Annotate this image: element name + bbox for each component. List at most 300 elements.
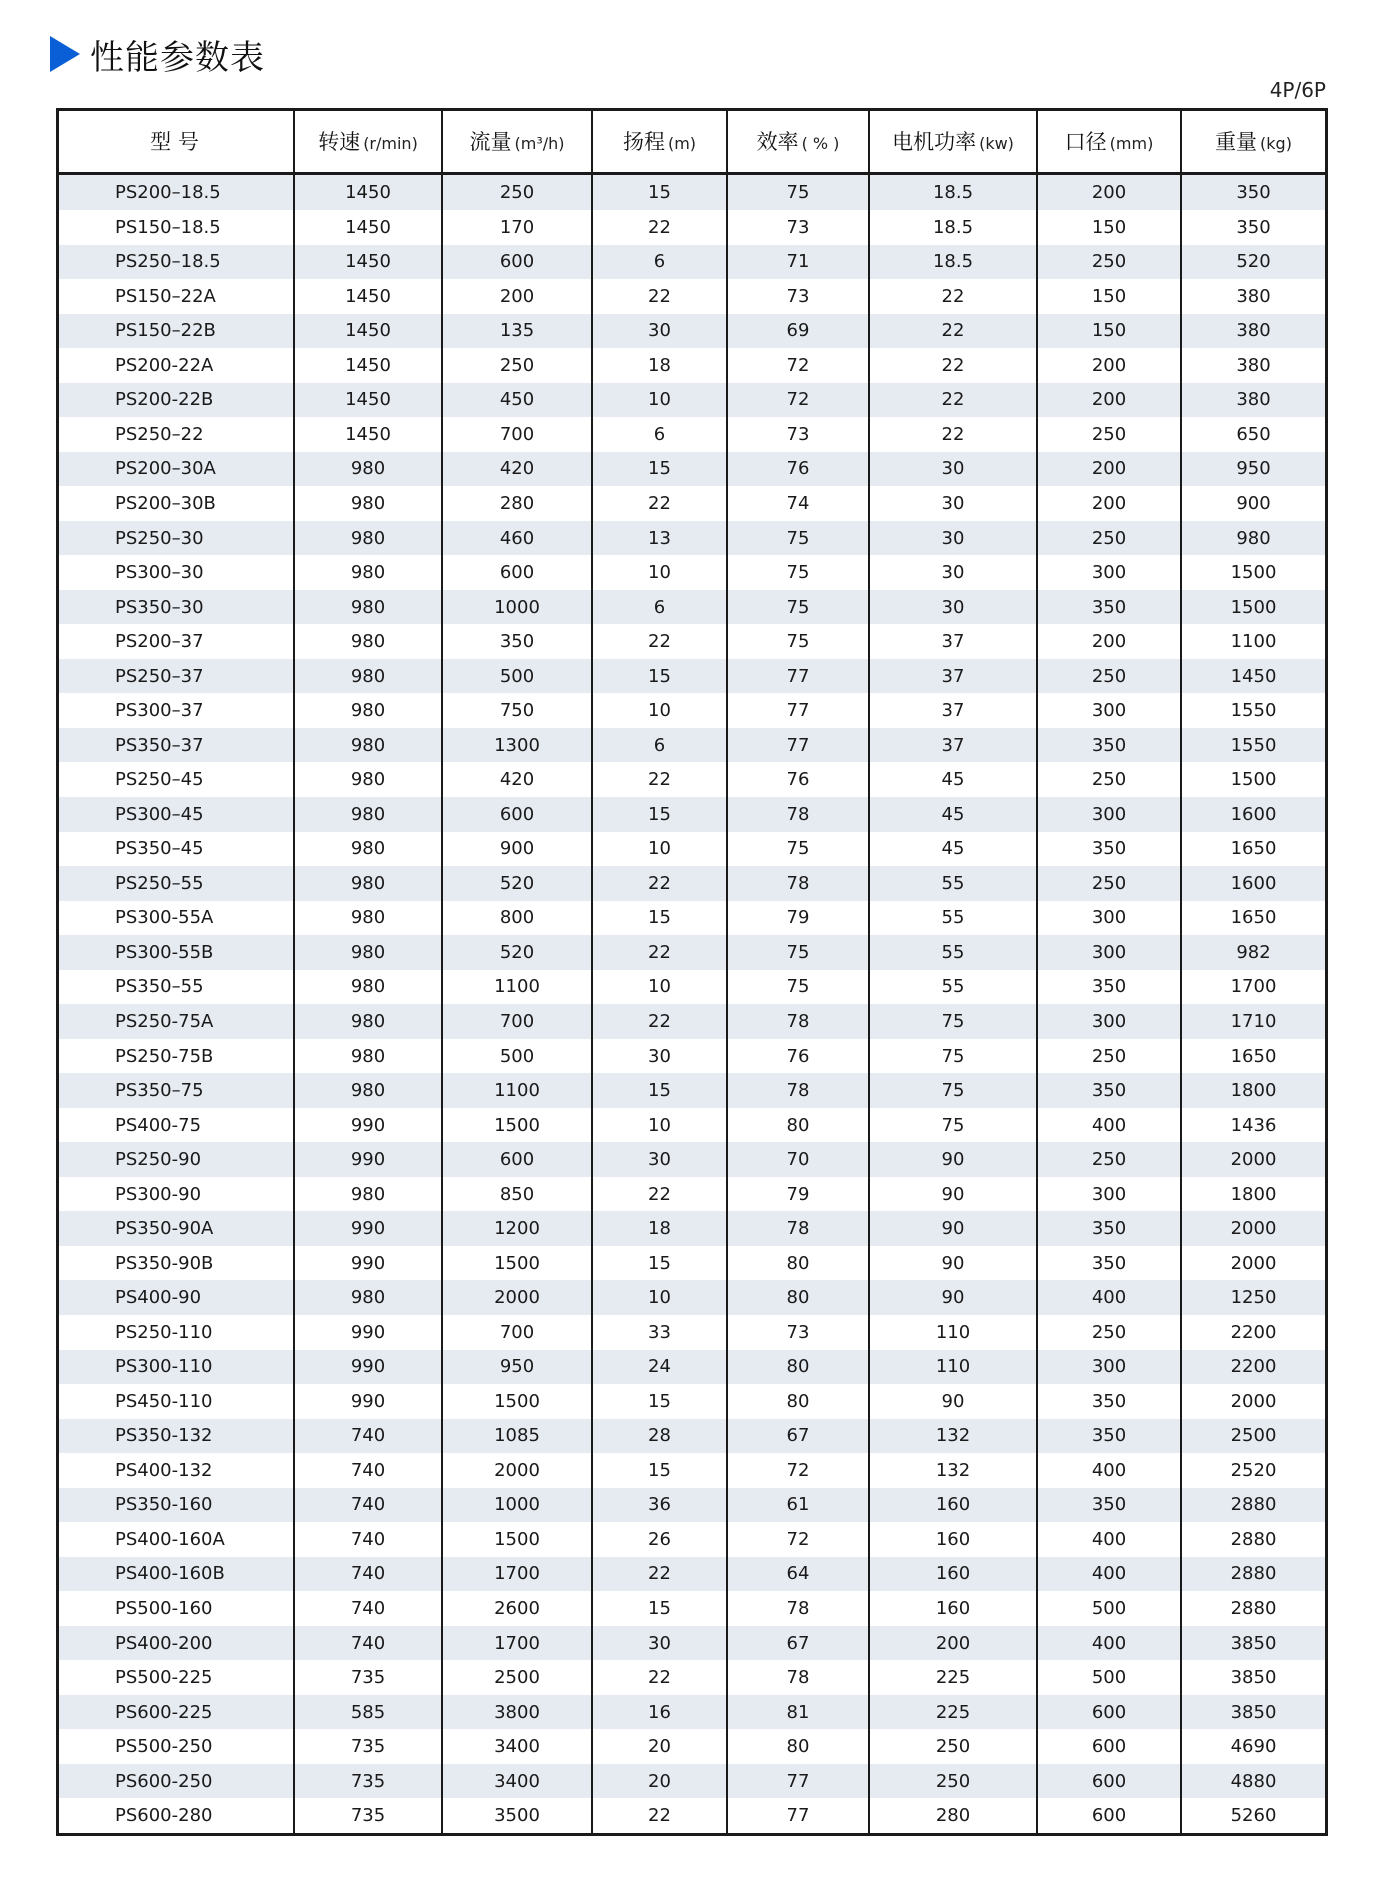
cell-weight: 2000 xyxy=(1181,1142,1325,1177)
cell-model: PS300-110 xyxy=(59,1350,294,1385)
cell-flow: 2000 xyxy=(442,1280,592,1315)
cell-head: 33 xyxy=(592,1315,727,1350)
cell-flow: 700 xyxy=(442,417,592,452)
header-model xyxy=(59,111,294,173)
cell-weight: 1450 xyxy=(1181,659,1325,694)
cell-weight: 1700 xyxy=(1181,970,1325,1005)
cell-head: 22 xyxy=(592,486,727,521)
cell-motor-power: 75 xyxy=(869,1073,1037,1108)
cell-motor-power: 110 xyxy=(869,1315,1037,1350)
cell-head: 15 xyxy=(592,659,727,694)
cell-flow: 135 xyxy=(442,314,592,349)
cell-diameter: 300 xyxy=(1037,1350,1181,1385)
cell-flow: 460 xyxy=(442,521,592,556)
header-speed xyxy=(294,111,442,173)
cell-efficiency: 80 xyxy=(727,1108,869,1143)
cell-speed: 980 xyxy=(294,452,442,487)
cell-flow: 2600 xyxy=(442,1591,592,1626)
cell-speed: 735 xyxy=(294,1729,442,1764)
cell-motor-power: 30 xyxy=(869,590,1037,625)
cell-flow: 1500 xyxy=(442,1246,592,1281)
cell-efficiency: 75 xyxy=(727,624,869,659)
cell-weight: 650 xyxy=(1181,417,1325,452)
cell-speed: 990 xyxy=(294,1211,442,1246)
cell-efficiency: 72 xyxy=(727,383,869,418)
table-row xyxy=(59,417,1325,452)
cell-motor-power: 75 xyxy=(869,1039,1037,1074)
cell-flow: 3500 xyxy=(442,1798,592,1833)
cell-head: 20 xyxy=(592,1729,727,1764)
cell-efficiency: 75 xyxy=(727,555,869,590)
cell-diameter: 350 xyxy=(1037,1246,1181,1281)
cell-weight: 350 xyxy=(1181,173,1325,210)
cell-speed: 990 xyxy=(294,1350,442,1385)
cell-head: 24 xyxy=(592,1350,727,1385)
cell-motor-power: 132 xyxy=(869,1419,1037,1454)
header-unit: (kg) xyxy=(1260,134,1292,154)
cell-flow: 1000 xyxy=(442,590,592,625)
cell-head: 15 xyxy=(592,1453,727,1488)
cell-efficiency: 81 xyxy=(727,1695,869,1730)
cell-flow: 420 xyxy=(442,762,592,797)
cell-model: PS400-132 xyxy=(59,1453,294,1488)
cell-weight: 980 xyxy=(1181,521,1325,556)
cell-flow: 250 xyxy=(442,348,592,383)
cell-diameter: 300 xyxy=(1037,1177,1181,1212)
cell-model: PS250-90 xyxy=(59,1142,294,1177)
cell-head: 30 xyxy=(592,1626,727,1661)
cell-weight: 2520 xyxy=(1181,1453,1325,1488)
cell-motor-power: 200 xyxy=(869,1626,1037,1661)
cell-model: PS300-55B xyxy=(59,935,294,970)
cell-motor-power: 45 xyxy=(869,832,1037,867)
cell-diameter: 400 xyxy=(1037,1108,1181,1143)
header-unit: (m) xyxy=(667,134,697,154)
cell-speed: 990 xyxy=(294,1246,442,1281)
cell-diameter: 500 xyxy=(1037,1591,1181,1626)
cell-flow: 520 xyxy=(442,935,592,970)
table-row xyxy=(59,521,1325,556)
cell-flow: 800 xyxy=(442,901,592,936)
cell-flow: 250 xyxy=(442,173,592,210)
cell-model: PS300–37 xyxy=(59,693,294,728)
cell-diameter: 300 xyxy=(1037,555,1181,590)
cell-motor-power: 75 xyxy=(869,1004,1037,1039)
cell-efficiency: 80 xyxy=(727,1280,869,1315)
cell-diameter: 150 xyxy=(1037,210,1181,245)
cell-weight: 4880 xyxy=(1181,1764,1325,1799)
cell-speed: 980 xyxy=(294,762,442,797)
table-row xyxy=(59,1557,1325,1592)
cell-weight: 4690 xyxy=(1181,1729,1325,1764)
cell-efficiency: 76 xyxy=(727,762,869,797)
cell-speed: 980 xyxy=(294,1177,442,1212)
cell-motor-power: 55 xyxy=(869,901,1037,936)
cell-head: 18 xyxy=(592,1211,727,1246)
cell-head: 15 xyxy=(592,173,727,210)
cell-motor-power: 90 xyxy=(869,1211,1037,1246)
cell-weight: 3850 xyxy=(1181,1626,1325,1661)
header-unit: (m³/h) xyxy=(514,134,565,154)
cell-model: PS200-22A xyxy=(59,348,294,383)
cell-efficiency: 69 xyxy=(727,314,869,349)
cell-weight: 380 xyxy=(1181,314,1325,349)
cell-efficiency: 76 xyxy=(727,1039,869,1074)
cell-motor-power: 250 xyxy=(869,1729,1037,1764)
cell-head: 22 xyxy=(592,1177,727,1212)
cell-head: 10 xyxy=(592,1280,727,1315)
table-row xyxy=(59,1453,1325,1488)
cell-motor-power: 30 xyxy=(869,486,1037,521)
cell-efficiency: 78 xyxy=(727,1211,869,1246)
table-row xyxy=(59,1108,1325,1143)
cell-head: 6 xyxy=(592,590,727,625)
cell-weight: 1650 xyxy=(1181,1039,1325,1074)
cell-weight: 350 xyxy=(1181,210,1325,245)
cell-diameter: 400 xyxy=(1037,1280,1181,1315)
cell-efficiency: 77 xyxy=(727,728,869,763)
cell-head: 15 xyxy=(592,1591,727,1626)
cell-weight: 1500 xyxy=(1181,762,1325,797)
cell-diameter: 150 xyxy=(1037,279,1181,314)
cell-motor-power: 90 xyxy=(869,1246,1037,1281)
cell-head: 22 xyxy=(592,1660,727,1695)
cell-weight: 2880 xyxy=(1181,1557,1325,1592)
cell-speed: 740 xyxy=(294,1453,442,1488)
cell-flow: 600 xyxy=(442,555,592,590)
table-row xyxy=(59,1004,1325,1039)
cell-model: PS250–18.5 xyxy=(59,245,294,280)
cell-speed: 980 xyxy=(294,1280,442,1315)
performance-table xyxy=(59,111,1325,1833)
cell-model: PS200–30B xyxy=(59,486,294,521)
cell-flow: 1200 xyxy=(442,1211,592,1246)
cell-diameter: 350 xyxy=(1037,1419,1181,1454)
cell-motor-power: 250 xyxy=(869,1764,1037,1799)
cell-motor-power: 160 xyxy=(869,1522,1037,1557)
cell-diameter: 600 xyxy=(1037,1729,1181,1764)
cell-efficiency: 73 xyxy=(727,210,869,245)
cell-weight: 1100 xyxy=(1181,624,1325,659)
cell-diameter: 300 xyxy=(1037,693,1181,728)
cell-diameter: 350 xyxy=(1037,1488,1181,1523)
table-row xyxy=(59,1073,1325,1108)
table-row xyxy=(59,797,1325,832)
cell-weight: 3850 xyxy=(1181,1695,1325,1730)
cell-head: 6 xyxy=(592,728,727,763)
cell-diameter: 250 xyxy=(1037,1315,1181,1350)
cell-motor-power: 45 xyxy=(869,762,1037,797)
header-head xyxy=(592,111,727,173)
cell-diameter: 200 xyxy=(1037,348,1181,383)
cell-flow: 350 xyxy=(442,624,592,659)
cell-weight: 1550 xyxy=(1181,728,1325,763)
table-row xyxy=(59,1280,1325,1315)
table-row xyxy=(59,1798,1325,1833)
table-row xyxy=(59,1764,1325,1799)
cell-efficiency: 80 xyxy=(727,1246,869,1281)
cell-weight: 2000 xyxy=(1181,1211,1325,1246)
cell-head: 15 xyxy=(592,901,727,936)
table-row xyxy=(59,1246,1325,1281)
cell-efficiency: 75 xyxy=(727,173,869,210)
cell-motor-power: 30 xyxy=(869,521,1037,556)
cell-model: PS350–75 xyxy=(59,1073,294,1108)
cell-model: PS200–30A xyxy=(59,452,294,487)
cell-diameter: 200 xyxy=(1037,486,1181,521)
table-row xyxy=(59,1591,1325,1626)
cell-diameter: 350 xyxy=(1037,1073,1181,1108)
table-body xyxy=(59,173,1325,1833)
header-unit: ( % ) xyxy=(801,134,840,154)
page-title-block xyxy=(50,34,265,78)
triangle-marker-icon xyxy=(50,36,80,72)
cell-head: 18 xyxy=(592,348,727,383)
cell-model: PS600-225 xyxy=(59,1695,294,1730)
cell-flow: 1100 xyxy=(442,1073,592,1108)
header-diameter xyxy=(1037,111,1181,173)
cell-efficiency: 78 xyxy=(727,797,869,832)
cell-speed: 1450 xyxy=(294,383,442,418)
table-row xyxy=(59,452,1325,487)
table-row xyxy=(59,1315,1325,1350)
table-row xyxy=(59,314,1325,349)
header-label: 扬程 xyxy=(622,130,665,155)
cell-model: PS250-75B xyxy=(59,1039,294,1074)
cell-efficiency: 74 xyxy=(727,486,869,521)
cell-efficiency: 75 xyxy=(727,521,869,556)
header-unit: (r/min) xyxy=(363,134,418,154)
cell-motor-power: 160 xyxy=(869,1557,1037,1592)
cell-speed: 740 xyxy=(294,1522,442,1557)
cell-diameter: 350 xyxy=(1037,590,1181,625)
cell-efficiency: 75 xyxy=(727,832,869,867)
cell-efficiency: 79 xyxy=(727,1177,869,1212)
cell-model: PS300-55A xyxy=(59,901,294,936)
cell-flow: 1085 xyxy=(442,1419,592,1454)
cell-flow: 950 xyxy=(442,1350,592,1385)
cell-flow: 1500 xyxy=(442,1108,592,1143)
table-row xyxy=(59,1211,1325,1246)
cell-motor-power: 90 xyxy=(869,1280,1037,1315)
table-row xyxy=(59,1384,1325,1419)
cell-head: 22 xyxy=(592,624,727,659)
cell-diameter: 250 xyxy=(1037,1142,1181,1177)
cell-efficiency: 76 xyxy=(727,452,869,487)
cell-efficiency: 79 xyxy=(727,901,869,936)
cell-speed: 980 xyxy=(294,486,442,521)
cell-diameter: 350 xyxy=(1037,728,1181,763)
cell-head: 36 xyxy=(592,1488,727,1523)
cell-model: PS600-280 xyxy=(59,1798,294,1833)
cell-model: PS350-90B xyxy=(59,1246,294,1281)
cell-diameter: 300 xyxy=(1037,901,1181,936)
cell-flow: 700 xyxy=(442,1315,592,1350)
cell-motor-power: 18.5 xyxy=(869,245,1037,280)
cell-model: PS350–55 xyxy=(59,970,294,1005)
cell-efficiency: 75 xyxy=(727,590,869,625)
cell-model: PS450-110 xyxy=(59,1384,294,1419)
header-label: 重量 xyxy=(1215,130,1258,155)
cell-diameter: 400 xyxy=(1037,1522,1181,1557)
cell-motor-power: 37 xyxy=(869,659,1037,694)
header-label: 型 号 xyxy=(150,130,199,155)
cell-motor-power: 90 xyxy=(869,1384,1037,1419)
cell-motor-power: 45 xyxy=(869,797,1037,832)
cell-weight: 5260 xyxy=(1181,1798,1325,1833)
cell-model: PS500-250 xyxy=(59,1729,294,1764)
table-row xyxy=(59,1419,1325,1454)
cell-diameter: 600 xyxy=(1037,1764,1181,1799)
cell-diameter: 300 xyxy=(1037,935,1181,970)
header-label: 流量 xyxy=(469,130,512,155)
cell-speed: 980 xyxy=(294,970,442,1005)
table-row xyxy=(59,279,1325,314)
cell-flow: 2000 xyxy=(442,1453,592,1488)
cell-head: 10 xyxy=(592,383,727,418)
cell-speed: 980 xyxy=(294,728,442,763)
cell-speed: 1450 xyxy=(294,210,442,245)
cell-head: 6 xyxy=(592,417,727,452)
cell-efficiency: 80 xyxy=(727,1384,869,1419)
cell-model: PS350-90A xyxy=(59,1211,294,1246)
table-row xyxy=(59,555,1325,590)
cell-speed: 980 xyxy=(294,1039,442,1074)
cell-efficiency: 72 xyxy=(727,1522,869,1557)
cell-motor-power: 22 xyxy=(869,314,1037,349)
cell-speed: 1450 xyxy=(294,314,442,349)
cell-head: 15 xyxy=(592,1384,727,1419)
cell-diameter: 250 xyxy=(1037,417,1181,452)
cell-motor-power: 55 xyxy=(869,970,1037,1005)
cell-motor-power: 22 xyxy=(869,348,1037,383)
table-row xyxy=(59,1142,1325,1177)
cell-model: PS350–45 xyxy=(59,832,294,867)
cell-motor-power: 225 xyxy=(869,1660,1037,1695)
cell-weight: 520 xyxy=(1181,245,1325,280)
cell-head: 22 xyxy=(592,1557,727,1592)
cell-motor-power: 30 xyxy=(869,555,1037,590)
header-weight xyxy=(1181,111,1325,173)
cell-weight: 1436 xyxy=(1181,1108,1325,1143)
cell-diameter: 250 xyxy=(1037,521,1181,556)
cell-efficiency: 80 xyxy=(727,1729,869,1764)
cell-speed: 980 xyxy=(294,1073,442,1108)
cell-flow: 1700 xyxy=(442,1626,592,1661)
cell-efficiency: 77 xyxy=(727,659,869,694)
cell-flow: 1300 xyxy=(442,728,592,763)
cell-motor-power: 160 xyxy=(869,1488,1037,1523)
cell-model: PS400-160A xyxy=(59,1522,294,1557)
cell-speed: 980 xyxy=(294,590,442,625)
cell-speed: 980 xyxy=(294,555,442,590)
cell-diameter: 300 xyxy=(1037,1004,1181,1039)
cell-speed: 980 xyxy=(294,935,442,970)
cell-flow: 1700 xyxy=(442,1557,592,1592)
cell-efficiency: 78 xyxy=(727,866,869,901)
table-row xyxy=(59,1039,1325,1074)
cell-head: 10 xyxy=(592,832,727,867)
cell-motor-power: 18.5 xyxy=(869,210,1037,245)
cell-efficiency: 78 xyxy=(727,1004,869,1039)
cell-weight: 380 xyxy=(1181,348,1325,383)
table-row xyxy=(59,383,1325,418)
cell-speed: 585 xyxy=(294,1695,442,1730)
performance-table-frame xyxy=(56,108,1328,1836)
cell-speed: 735 xyxy=(294,1660,442,1695)
cell-flow: 1500 xyxy=(442,1522,592,1557)
cell-model: PS250–37 xyxy=(59,659,294,694)
cell-head: 10 xyxy=(592,555,727,590)
cell-efficiency: 75 xyxy=(727,935,869,970)
cell-flow: 600 xyxy=(442,245,592,280)
cell-model: PS150–18.5 xyxy=(59,210,294,245)
cell-flow: 3400 xyxy=(442,1764,592,1799)
cell-speed: 1450 xyxy=(294,279,442,314)
cell-head: 30 xyxy=(592,314,727,349)
cell-model: PS500-160 xyxy=(59,1591,294,1626)
cell-efficiency: 73 xyxy=(727,279,869,314)
cell-weight: 1800 xyxy=(1181,1073,1325,1108)
cell-motor-power: 90 xyxy=(869,1177,1037,1212)
cell-speed: 980 xyxy=(294,1004,442,1039)
cell-efficiency: 78 xyxy=(727,1591,869,1626)
cell-speed: 980 xyxy=(294,901,442,936)
cell-model: PS200–18.5 xyxy=(59,173,294,210)
cell-speed: 980 xyxy=(294,624,442,659)
cell-weight: 900 xyxy=(1181,486,1325,521)
table-row xyxy=(59,728,1325,763)
cell-diameter: 400 xyxy=(1037,1626,1181,1661)
cell-weight: 1650 xyxy=(1181,901,1325,936)
cell-weight: 1550 xyxy=(1181,693,1325,728)
cell-weight: 1800 xyxy=(1181,1177,1325,1212)
table-row xyxy=(59,693,1325,728)
cell-weight: 2000 xyxy=(1181,1384,1325,1419)
header-unit: (mm) xyxy=(1109,134,1154,154)
cell-flow: 500 xyxy=(442,659,592,694)
cell-head: 15 xyxy=(592,797,727,832)
cell-flow: 200 xyxy=(442,279,592,314)
cell-motor-power: 90 xyxy=(869,1142,1037,1177)
cell-head: 22 xyxy=(592,935,727,970)
cell-model: PS150–22A xyxy=(59,279,294,314)
cell-diameter: 150 xyxy=(1037,314,1181,349)
cell-model: PS400-75 xyxy=(59,1108,294,1143)
table-row xyxy=(59,1660,1325,1695)
cell-efficiency: 72 xyxy=(727,1453,869,1488)
header-label: 电机功率 xyxy=(892,130,977,155)
cell-speed: 980 xyxy=(294,521,442,556)
cell-diameter: 300 xyxy=(1037,797,1181,832)
cell-speed: 990 xyxy=(294,1384,442,1419)
table-row xyxy=(59,1177,1325,1212)
cell-efficiency: 73 xyxy=(727,1315,869,1350)
cell-efficiency: 78 xyxy=(727,1073,869,1108)
table-row xyxy=(59,832,1325,867)
cell-head: 6 xyxy=(592,245,727,280)
cell-motor-power: 18.5 xyxy=(869,173,1037,210)
cell-head: 30 xyxy=(592,1039,727,1074)
cell-speed: 1450 xyxy=(294,348,442,383)
cell-model: PS300-90 xyxy=(59,1177,294,1212)
cell-model: PS350-160 xyxy=(59,1488,294,1523)
cell-model: PS250-75A xyxy=(59,1004,294,1039)
cell-head: 30 xyxy=(592,1142,727,1177)
cell-head: 10 xyxy=(592,970,727,1005)
cell-efficiency: 77 xyxy=(727,1798,869,1833)
cell-weight: 1650 xyxy=(1181,832,1325,867)
